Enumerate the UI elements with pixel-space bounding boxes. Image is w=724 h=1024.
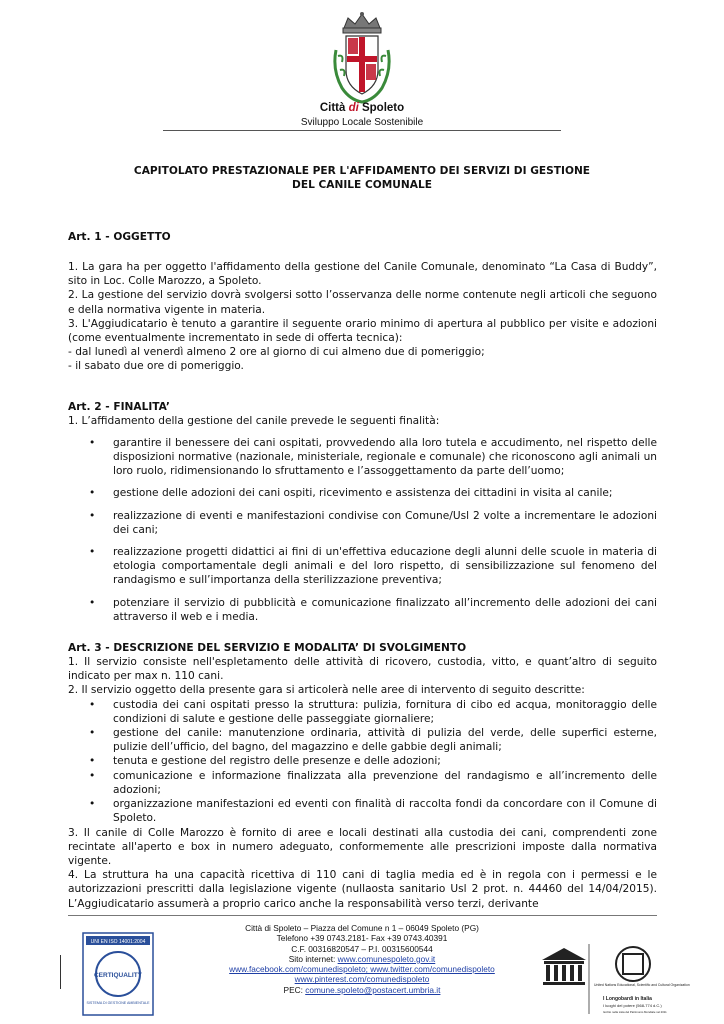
art1-paragraph: 1. La gara ha per oggetto l'affidamento della gestione del Canile Comunale, denominato “La Casa di Buddy”, sito in Loc. Colle Marozzo, a Spoleto.	[68, 261, 657, 288]
city-name: Città di Spoleto	[319, 102, 405, 114]
footer-divider	[68, 915, 657, 916]
list-item: • comunicazione e informazione finalizzata alla prevenzione del randagismo e all’incremento delle adozioni;	[68, 769, 657, 797]
pinterest-link[interactable]: www.pinterest.com/comunedispoleto	[294, 974, 430, 985]
art3-paragraph: 3. Il canile di Colle Marozzo è fornito di aree e locali destinati alla custodia dei cani, comprendenti zone recintate all'aperto e box in numero adeguato, conformemente alle prescrizioni imposte dalla normativa vigente.	[68, 826, 657, 867]
list-item: • custodia dei cani ospitati presso la struttura: pulizia, fornitura di cibo ed acqua, monitoraggio delle condizioni di salute e gestione delle passeggiate giornaliere;	[68, 698, 657, 726]
art1-paragraph: 3. L'Aggiudicatario è tenuto a garantire il seguente orario minimo di apertura al pubblico per visite e adozioni (come eventualmente incrementato in sede di offerta tecnica): - dal lunedì al venerdì almeno 2 ore al giorno di cui almeno due di pomeriggio; - il sabato due ore di pomeriggio.	[68, 317, 657, 373]
list-item: • potenziare il servizio di pubblicità e comunicazione finalizzato all’incremento delle adozioni dei cani attraverso il web e i media.	[68, 596, 657, 624]
city-crest-icon	[328, 10, 396, 106]
list-item: • realizzazione di eventi e manifestazioni condivise con Comune/Usl 2 volte a incrementare le adozioni dei cani;	[68, 509, 657, 537]
art3-paragraph: 2. Il servizio oggetto della presente gara si articolerà nelle aree di intervento di seguito descritte:	[68, 684, 585, 697]
svg-text:I luoghi del potere (568-774 d: I luoghi del potere (568-774 d.C.)	[603, 1003, 662, 1008]
document-title: CAPITOLATO PRESTAZIONALE PER L'AFFIDAMENTO DEI SERVIZI DI GESTIONE DEL CANILE COMUNALE	[133, 165, 591, 191]
svg-text:Iscritto nella Lista del Patri: Iscritto nella Lista del Patrimonio Mondiale nel 2011	[603, 1010, 667, 1014]
art1-heading: Art. 1 - OGGETTO	[68, 231, 171, 243]
list-item: • organizzazione manifestazioni ed eventi con finalità di raccolta fondi da concordare con il Comune di Spoleto.	[68, 797, 657, 825]
art1-paragraph: 2. La gestione del servizio dovrà svolgersi sotto l’osservanza delle norme contenute negli articoli che seguono e della normativa vigente in materia.	[68, 289, 657, 316]
svg-text:I Longobardi in Italia: I Longobardi in Italia	[603, 996, 652, 1002]
footer-phone: Telefono +39 0743.2181- Fax +39 0743.40391	[276, 933, 448, 944]
footer-website: Sito internet: www.comunespoleto.gov.it	[288, 953, 436, 964]
city-department: Sviluppo Locale Sostenibile	[300, 117, 424, 128]
pec-link[interactable]: comune.spoleto@postacert.umbria.it	[305, 984, 441, 995]
list-item: • gestione delle adozioni dei cani ospiti, ricevimento e assistenza dei cittadini in visita al canile;	[68, 486, 657, 500]
list-item: • gestione del canile: manutenzione ordinaria, attività di pulizia del verde, delle superfici esterne, pulizie dell’ufficio, del bagno, del magazzino e delle gabbie degli animali;	[68, 726, 657, 754]
art3-paragraph: 1. Il servizio consiste nell'espletamento delle attività di ricovero, custodia, vitto, e quant’altro di seguito indicato per max n. 110 cani.	[68, 656, 657, 683]
art2-heading: Art. 2 - FINALITA’	[68, 400, 170, 413]
art2-list	[68, 436, 657, 624]
list-item: • realizzazione progetti didattici ai fini di un'effettiva educazione degli alunni delle scuole in materia di etologia comportamentale degli animali e del loro rispetto, di sensibilizzazione sul fenomeno del randagismo e sull’importanza della sterilizzazione preventiva;	[68, 545, 657, 588]
footer-pec: PEC: comune.spoleto@postacert.umbria.it	[283, 984, 441, 995]
social-links[interactable]: www.facebook.com/comunedispoleto; www.twitter.com/comunedispoleto	[229, 964, 495, 975]
art3-heading: Art. 3 - DESCRIZIONE DEL SERVIZIO E MODALITA’ DI SVOLGIMENTO	[68, 642, 467, 655]
footer-address: Città di Spoleto – Piazza del Comune n 1 – 06049 Spoleto (PG)	[245, 923, 479, 933]
unesco-heritage-logo-icon	[537, 934, 690, 1018]
document-body	[68, 230, 657, 911]
art3-paragraph: 4. La struttura ha una capacità ricettiva di 110 cani di taglia media ed è in regola con i permessi e le autorizzazioni prescritti dalla legislazione vigente (nullaosta sanitario Usl 2 prot. n. 44460 del 14/04/2015). L’Aggiudicatario assumerà a proprio carico anche la responsabilità verso terzi, derivante	[68, 869, 657, 910]
svg-text:UNI EN ISO 14001:2004: UNI EN ISO 14001:2004	[90, 939, 146, 945]
footer-tax-codes: C.F. 00316820547 – P.I. 00315600544	[291, 943, 433, 954]
art2-intro: 1. L’affidamento della gestione del canile prevede le seguenti finalità:	[68, 414, 440, 427]
svg-text:SISTEMA DI GESTIONE AMBIENTALE: SISTEMA DI GESTIONE AMBIENTALE	[86, 1001, 150, 1005]
art3-list	[68, 698, 657, 826]
website-link[interactable]: www.comunespoleto.gov.it	[337, 953, 436, 964]
svg-text:CERTIQUALITY: CERTIQUALITY	[93, 972, 143, 979]
svg-text:United Nations Educational, Sc: United Nations Educational, Scientific and Cultural Organization	[594, 983, 690, 987]
header-divider	[163, 130, 561, 131]
list-item: • garantire il benessere dei cani ospitati, provvedendo alla loro tutela e accudimento, nel rispetto delle disposizioni normative (nazionale, ministeriale, regionale e comunale) che riconoscono agli animali un loro ruolo, ridimensionando lo sfruttamento e l’assoggettamento da parte dell’uomo;	[68, 436, 657, 479]
list-item: • tenuta e gestione del registro delle presenze e delle adozioni;	[68, 754, 657, 768]
